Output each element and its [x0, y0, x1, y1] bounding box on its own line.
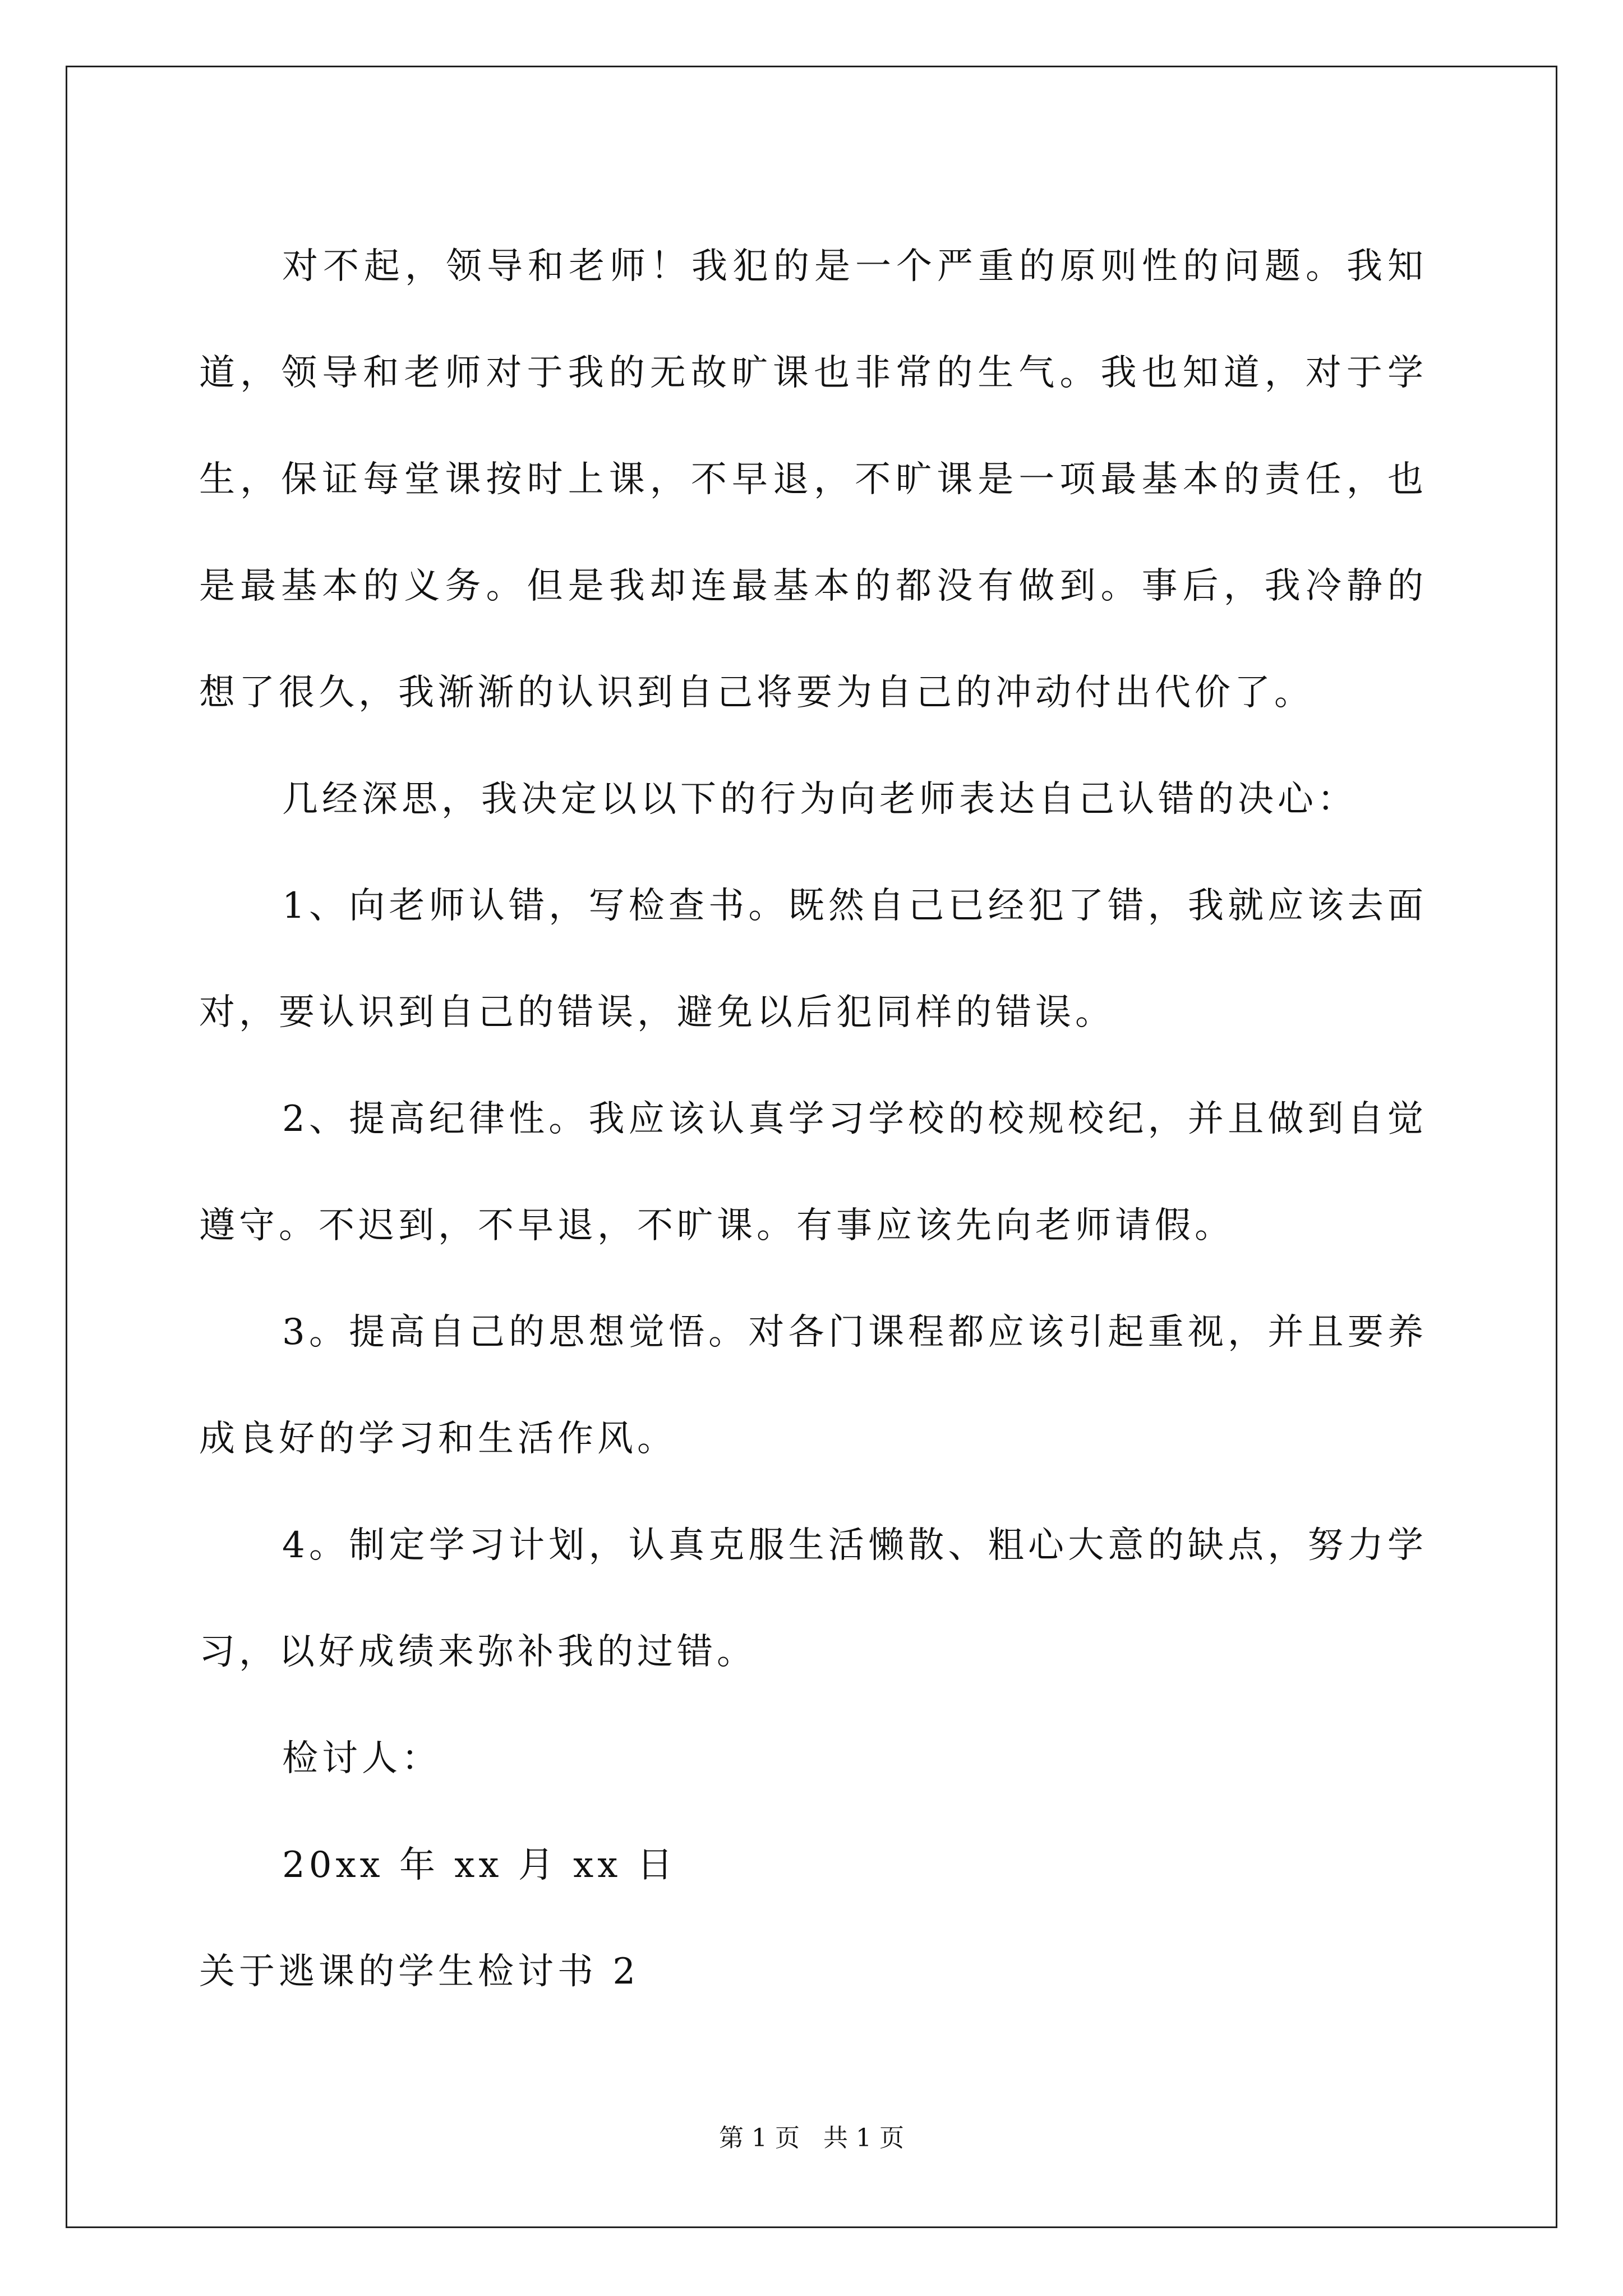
signature-line: 检讨人：	[282, 1738, 441, 1779]
next-section-title: 关于逃课的学生检讨书 2	[199, 1951, 640, 1993]
paragraph-decision: 几经深思，我决定以以下的行为向老师表达自己认错的决心：	[282, 779, 1357, 820]
page-number-current: 第 1 页	[719, 2124, 800, 2152]
date-line: 20xx 年 xx 月 xx 日	[282, 1844, 677, 1886]
paragraph-item-1: 1、向老师认错，写检查书。既然自己已经犯了错，我就应该去面对，要认识到自己的错误，避免以后犯同样的错误。	[199, 885, 1427, 1033]
page-footer	[0, 2118, 1623, 2154]
page-number-total: 共 1 页	[823, 2124, 904, 2152]
paragraph-item-2: 2、提高纪律性。我应该认真学习学校的校规校纪，并且做到自觉遵守。不迟到，不早退，不旷课。有事应该先向老师请假。	[199, 1098, 1427, 1246]
document-body	[199, 213, 1427, 2025]
paragraph-item-3: 3。提高自己的思想觉悟。对各门课程都应该引起重视，并且要养成良好的学习和生活作风。	[199, 1312, 1427, 1460]
paragraph-item-4: 4。制定学习计划，认真克服生活懒散、粗心大意的缺点，努力学习，以好成绩来弥补我的过错。	[199, 1525, 1427, 1673]
paragraph-apology: 对不起，领导和老师！我犯的是一个严重的原则性的问题。我知道，领导和老师对于我的无故旷课也非常的生气。我也知道，对于学生，保证每堂课按时上课，不早退，不旷课是一项最基本的责任，也是最基本的义务。但是我却连最基本的都没有做到。事后，我冷静的想了很久，我渐渐的认识到自己将要为自己的冲动付出代价了。	[199, 246, 1427, 714]
